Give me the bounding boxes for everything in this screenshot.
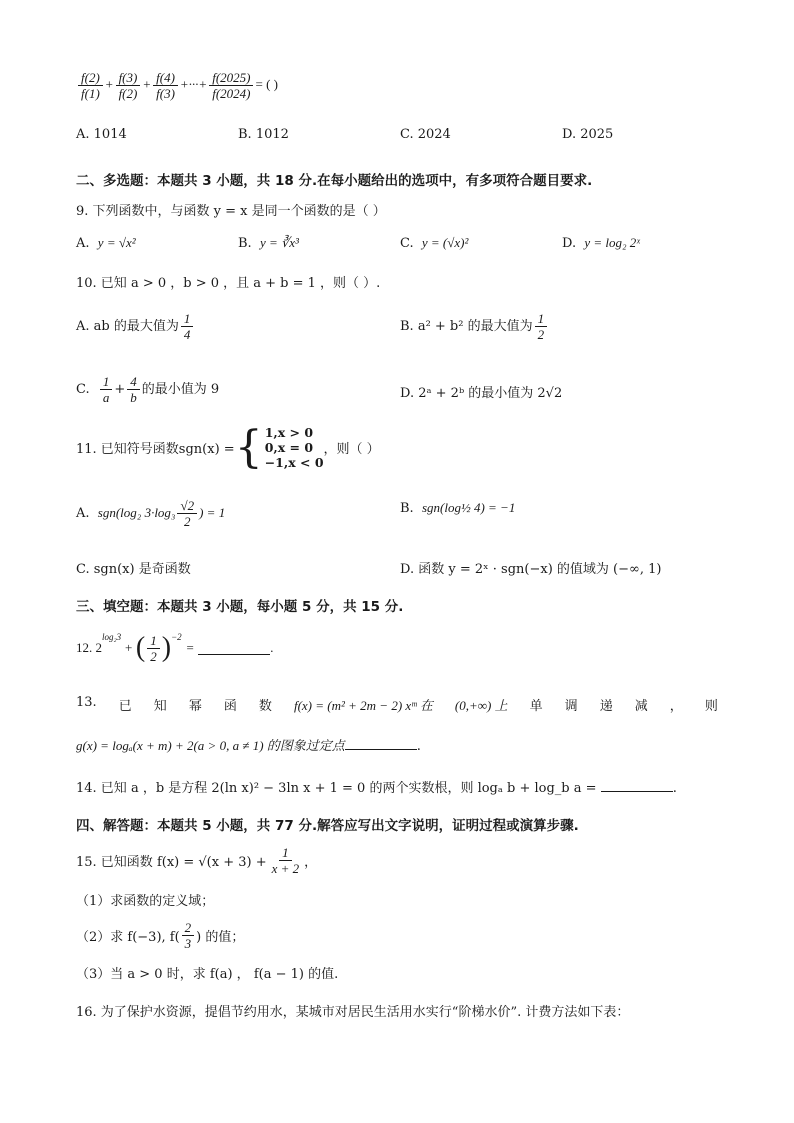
q11-stem: 11. 已知符号函数sgn(x) = { 1,x > 0 0,x = 0 −1,x < 0 ，则（ ） xyxy=(76,421,380,473)
q11-option-a: A. sgn(log₂ 3·log₃ $\frac{√2}{2}$ ) = 1 xyxy=(76,498,226,529)
cases: 1,x > 0 0,x = 0 −1,x < 0 xyxy=(264,425,324,470)
q11-option-d: D. 函数 y = 2ˣ · sgn(−x) 的值域为 (−∞, 1) xyxy=(400,562,662,577)
fraction: $\frac{1}{x + 2}$ xyxy=(271,845,300,876)
answer-blank[interactable] xyxy=(198,642,270,655)
q8-option-b: B. 1012 xyxy=(238,127,289,142)
fraction: $\frac{f(3)}{f(2)}$ xyxy=(116,70,141,101)
fraction: $\frac{f(2025)}{f(2024)}$ xyxy=(209,70,253,101)
q8-option-d: D. 2025 xyxy=(562,127,614,142)
q8-option-c: C. 2024 xyxy=(400,127,451,142)
q10-stem: 10. 已知 a > 0 ，b > 0 ，且 a + b = 1 ，则（ ）. xyxy=(76,276,381,291)
q10-option-d: D. 2ᵃ + 2ᵇ 的最小值为 2√2 xyxy=(400,386,563,401)
q10-option-a: A. ab 的最大值为 $\frac{1}{4}$ xyxy=(76,311,195,342)
section-3-heading: 三、填空题：本题共 3 小题，每小题 5 分，共 15 分. xyxy=(76,599,404,615)
fraction: $\frac{f(2)}{f(1)}$ xyxy=(78,70,103,101)
q10-option-b: B. a² + b² 的最大值为 $\frac{1}{2}$ xyxy=(400,311,549,342)
answer-blank[interactable] xyxy=(345,737,417,750)
fraction: $\frac{1}{4}$ xyxy=(181,311,194,342)
fraction: $\frac{√2}{2}$ xyxy=(177,498,197,529)
fraction: $\frac{4}{b}$ xyxy=(127,374,140,405)
q11-option-b: B. sgn(log½ 4) = −1 xyxy=(400,500,516,516)
q10-option-c: C. $\frac{1}{a}$ + $\frac{4}{b}$ 的最小值为 9 xyxy=(76,374,220,405)
fraction: $\frac{1}{a}$ xyxy=(100,374,113,405)
q12: 12. 2 $^{log_23}$ + ( $\frac{1}{2}$ ) $^{-2}$ = . xyxy=(76,632,274,664)
piecewise-definition xyxy=(234,421,324,473)
q13-line1: 13. 已 知 幂 函 数 f(x) = (m² + 2m − 2) xᵐ 在 (0,+∞) 上 单 调 递 减 ， 则 xyxy=(76,695,718,714)
fraction: $\frac{1}{2}$ xyxy=(535,311,548,342)
q15-part-2: （2）求 f(−3), f( $\frac{2}{3}$ ) 的值； xyxy=(76,920,245,951)
q9-stem: 9. 下列函数中，与函数 y = x 是同一个函数的是（ ） xyxy=(76,204,386,219)
fraction: $\frac{1}{2}$ xyxy=(147,633,160,664)
q15-part-1: （1）求函数的定义域； xyxy=(76,894,215,909)
q15-part-3: （3）当 a > 0 时，求 f(a) ， f(a − 1) 的值. xyxy=(76,967,339,982)
q9-option-d: D. y = log₂ 2ˣ xyxy=(562,235,640,251)
q13-line2: g(x) = logₐ(x + m) + 2(a > 0, a ≠ 1) 的图象过定点 . xyxy=(76,738,421,754)
section-4-heading: 四、解答题：本题共 5 小题，共 77 分.解答应写出文字说明，证明过程或演算步骤. xyxy=(76,818,579,834)
q9-option-c: C. y = (√x)² xyxy=(400,235,469,251)
q11-option-c: C. sgn(x) 是奇函数 xyxy=(76,562,191,577)
answer-blank[interactable] xyxy=(601,779,673,792)
q9-option-a: A. y = √x² xyxy=(76,235,136,251)
q14: 14. 已知 a ，b 是方程 2(ln x)² − 3ln x + 1 = 0 的两个实数根，则 logₐ b + log_b a = . xyxy=(76,781,677,796)
section-2-heading: 二、多选题：本题共 3 小题，共 18 分.在每小题给出的选项中，有多项符合题目要求. xyxy=(76,173,593,189)
q8-fraction-sum: $\frac{f(2)}{f(1)}$ + $\frac{f(3)}{f(2)}$ + $\frac{f(4)}{f(3)}$ +···+ $\frac{f(2025)}{f(2024)}$ = ( ) xyxy=(76,70,278,101)
fraction: $\frac{f(4)}{f(3)}$ xyxy=(153,70,178,101)
q15-stem: 15. 已知函数 f(x) = √(x + 3) + $\frac{1}{x + 2}$ ， xyxy=(76,845,318,876)
q9-option-b: B. y = ∛x³ xyxy=(238,235,299,251)
q8-option-a: A. 1014 xyxy=(76,127,127,142)
q16-stem: 16. 为了保护水资源，提倡节约用水，某城市对居民生活用水实行“阶梯水价”. 计费方法如下表： xyxy=(76,1005,630,1020)
fraction: $\frac{2}{3}$ xyxy=(182,920,195,951)
left-brace: { xyxy=(234,421,263,473)
